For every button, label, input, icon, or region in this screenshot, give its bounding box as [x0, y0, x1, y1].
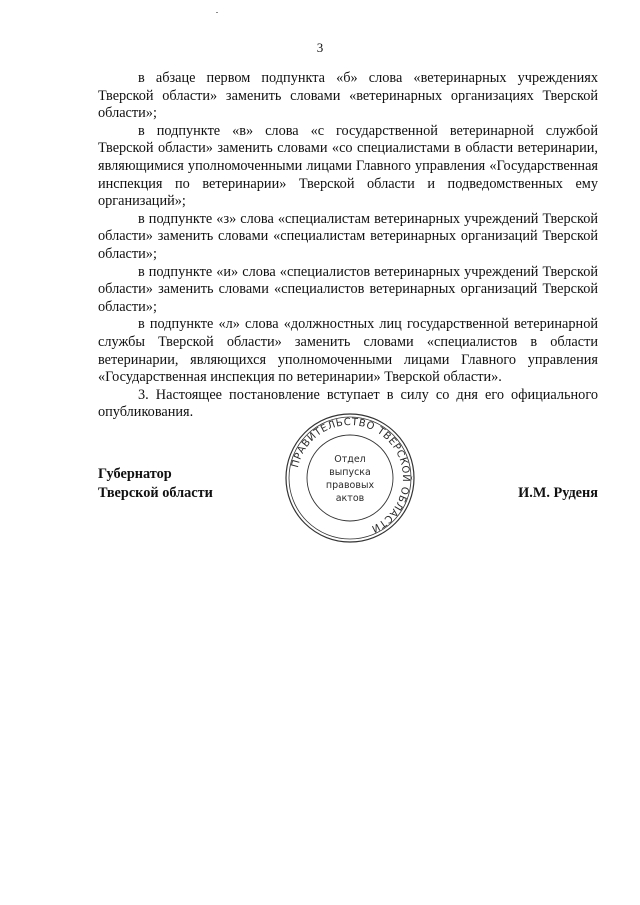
official-stamp [282, 410, 418, 546]
stamp-center-line-3: правовых [325, 480, 375, 491]
stamp-seal-graphic [282, 410, 418, 546]
paragraph-subpoint-b: в абзаце первом подпункта «б» слова «ветеринарных учреждениях Тверской области» заменить словами «ветеринарных организациях Тверской области»; [98, 70, 598, 122]
stamp-ring-text: ПРАВИТЕЛЬСТВО ТВЕРСКОЙ ОБЛАСТИ [290, 416, 412, 535]
signatory-title-line2: Тверской области [98, 485, 213, 501]
stamp-center-line-2: выпуска [329, 467, 371, 478]
paragraph-subpoint-l: в подпункте «л» слова «должностных лиц государственной ветеринарной службы Тверской области» заменить словами «специалистов в области ветеринарии, являющихся уполномоченными лицами Главного управления «Государственная инспекция по ветеринарии» Тверской области». [98, 316, 598, 386]
stamp-center-line-1: Отдел [334, 454, 366, 465]
stamp-center-line-4: актов [335, 493, 365, 504]
scan-speck [216, 12, 218, 13]
paragraph-effective-date: 3. Настоящее постановление вступает в силу со дня его официального опубликования. [98, 386, 598, 421]
signatory-title-line1: Губернатор [98, 466, 172, 482]
page-number: 3 [316, 40, 324, 55]
signatory-name: И.М. Руденя [518, 485, 598, 501]
document-body [98, 70, 598, 422]
paragraph-subpoint-z: в подпункте «з» слова «специалистам ветеринарных учреждений Тверской области» заменить словами «специалистам ветеринарных организаций Тверской области»; [98, 210, 598, 262]
paragraph-subpoint-v: в подпункте «в» слова «с государственной ветеринарной службой Тверской области» заменить словами «со специалистами в области ветеринарии, являющимися уполномоченными лицами Главного управления «Государственная инспекция по ветеринарии» Тверской области и подведомственных ему организаций»; [98, 122, 598, 210]
signatory-title [98, 465, 213, 503]
paragraph-subpoint-i: в подпункте «и» слова «специалистов ветеринарных учреждений Тверской области» заменить словами «специалистов ветеринарных организаций Тверской области»; [98, 263, 598, 315]
